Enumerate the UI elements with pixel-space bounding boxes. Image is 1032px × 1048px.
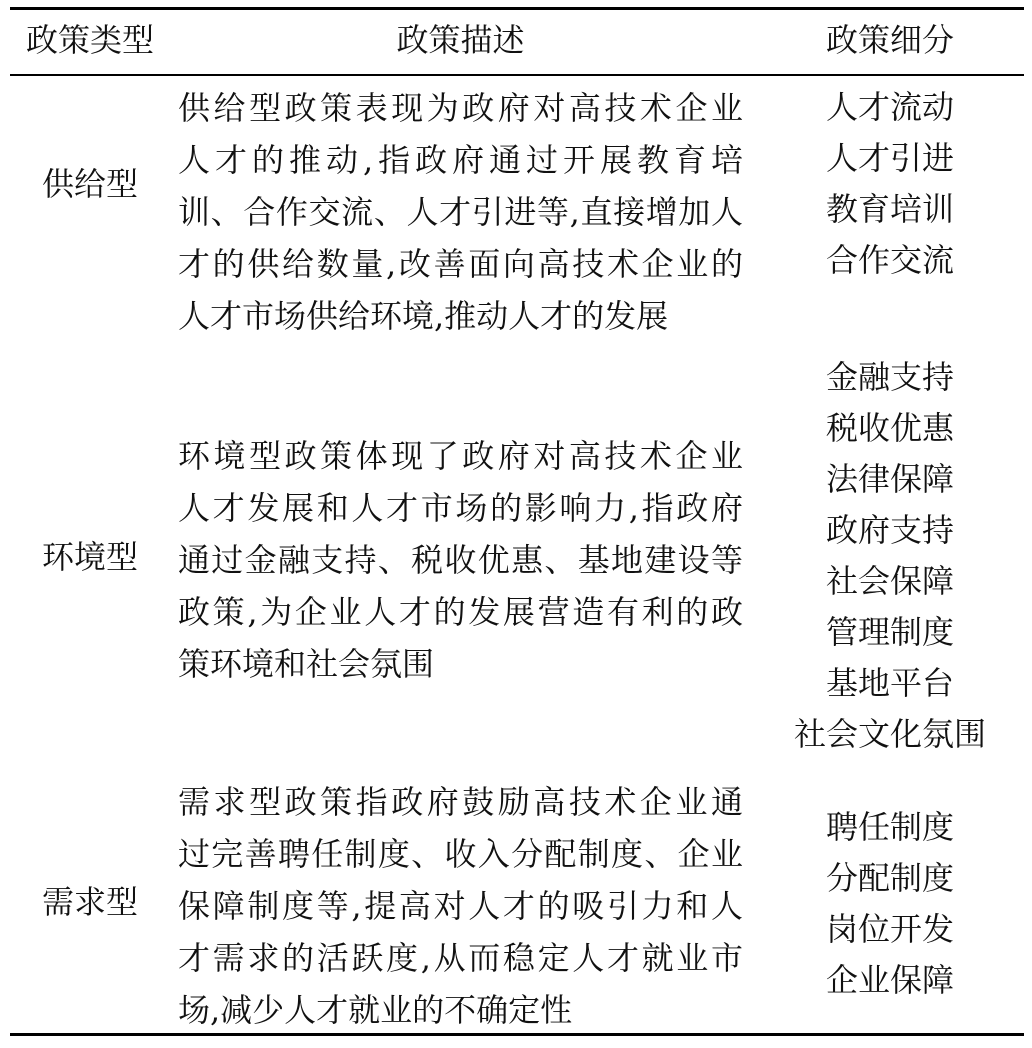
subdivision-item: 法律保障 [825, 460, 954, 498]
header-policy-type: 政策类型 [25, 21, 154, 59]
description-line: 策环境和社会氛围 [178, 645, 435, 683]
header-policy-description: 政策描述 [396, 21, 525, 59]
table-header-rule [10, 74, 1024, 76]
description-line: 场,减少人才就业的不确定性 [178, 991, 573, 1029]
subdivision-item: 政府支持 [825, 511, 954, 549]
description-line: 才需求的活跃度,从而稳定人才就业市 [178, 939, 743, 977]
row-description-environment [178, 430, 743, 690]
description-line: 训、合作交流、人才引进等,直接增加人 [178, 193, 743, 231]
subdivision-item: 人才引进 [825, 139, 954, 177]
header-policy-subdivision: 政策细分 [825, 21, 954, 59]
row-subdivisions-demand [780, 802, 1000, 1006]
row-type-supply: 供给型 [41, 165, 138, 203]
subdivision-item: 合作交流 [825, 241, 954, 279]
subdivision-item: 企业保障 [825, 961, 954, 999]
description-line: 政策,为企业人才的发展营造有利的政 [178, 593, 743, 631]
description-line: 人才的推动,指政府通过开展教育培 [178, 141, 743, 179]
row-type-demand: 需求型 [41, 883, 138, 921]
subdivision-item: 社会保障 [825, 562, 954, 600]
row-description-demand [178, 776, 743, 1036]
row-description-supply [178, 82, 743, 342]
description-line: 人才发展和人才市场的影响力,指政府 [178, 489, 743, 527]
description-line: 供给型政策表现为政府对高技术企业 [178, 89, 743, 127]
subdivision-item: 管理制度 [825, 613, 954, 651]
description-line: 人才市场供给环境,推动人才的发展 [178, 297, 669, 335]
subdivision-item: 分配制度 [825, 859, 954, 897]
subdivision-item: 金融支持 [825, 358, 954, 396]
subdivision-item: 税收优惠 [825, 409, 954, 447]
description-line: 通过金融支持、税收优惠、基地建设等 [178, 541, 743, 579]
subdivision-item: 人才流动 [825, 88, 954, 126]
description-line: 需求型政策指政府鼓励高技术企业通 [178, 783, 743, 821]
subdivision-item: 聘任制度 [825, 808, 954, 846]
row-type-environment: 环境型 [41, 538, 138, 576]
subdivision-item: 教育培训 [825, 190, 954, 228]
row-subdivisions-environment [780, 352, 1000, 760]
table-top-rule [10, 7, 1024, 10]
row-subdivisions-supply [780, 82, 1000, 286]
subdivision-item: 基地平台 [825, 664, 954, 702]
subdivision-item: 岗位开发 [825, 910, 954, 948]
description-line: 才的供给数量,改善面向高技术企业的 [178, 245, 743, 283]
description-line: 保障制度等,提高对人才的吸引力和人 [178, 887, 743, 925]
description-line: 过完善聘任制度、收入分配制度、企业 [178, 835, 743, 873]
description-line: 环境型政策体现了政府对高技术企业 [178, 437, 743, 475]
subdivision-item: 社会文化氛围 [793, 715, 986, 753]
